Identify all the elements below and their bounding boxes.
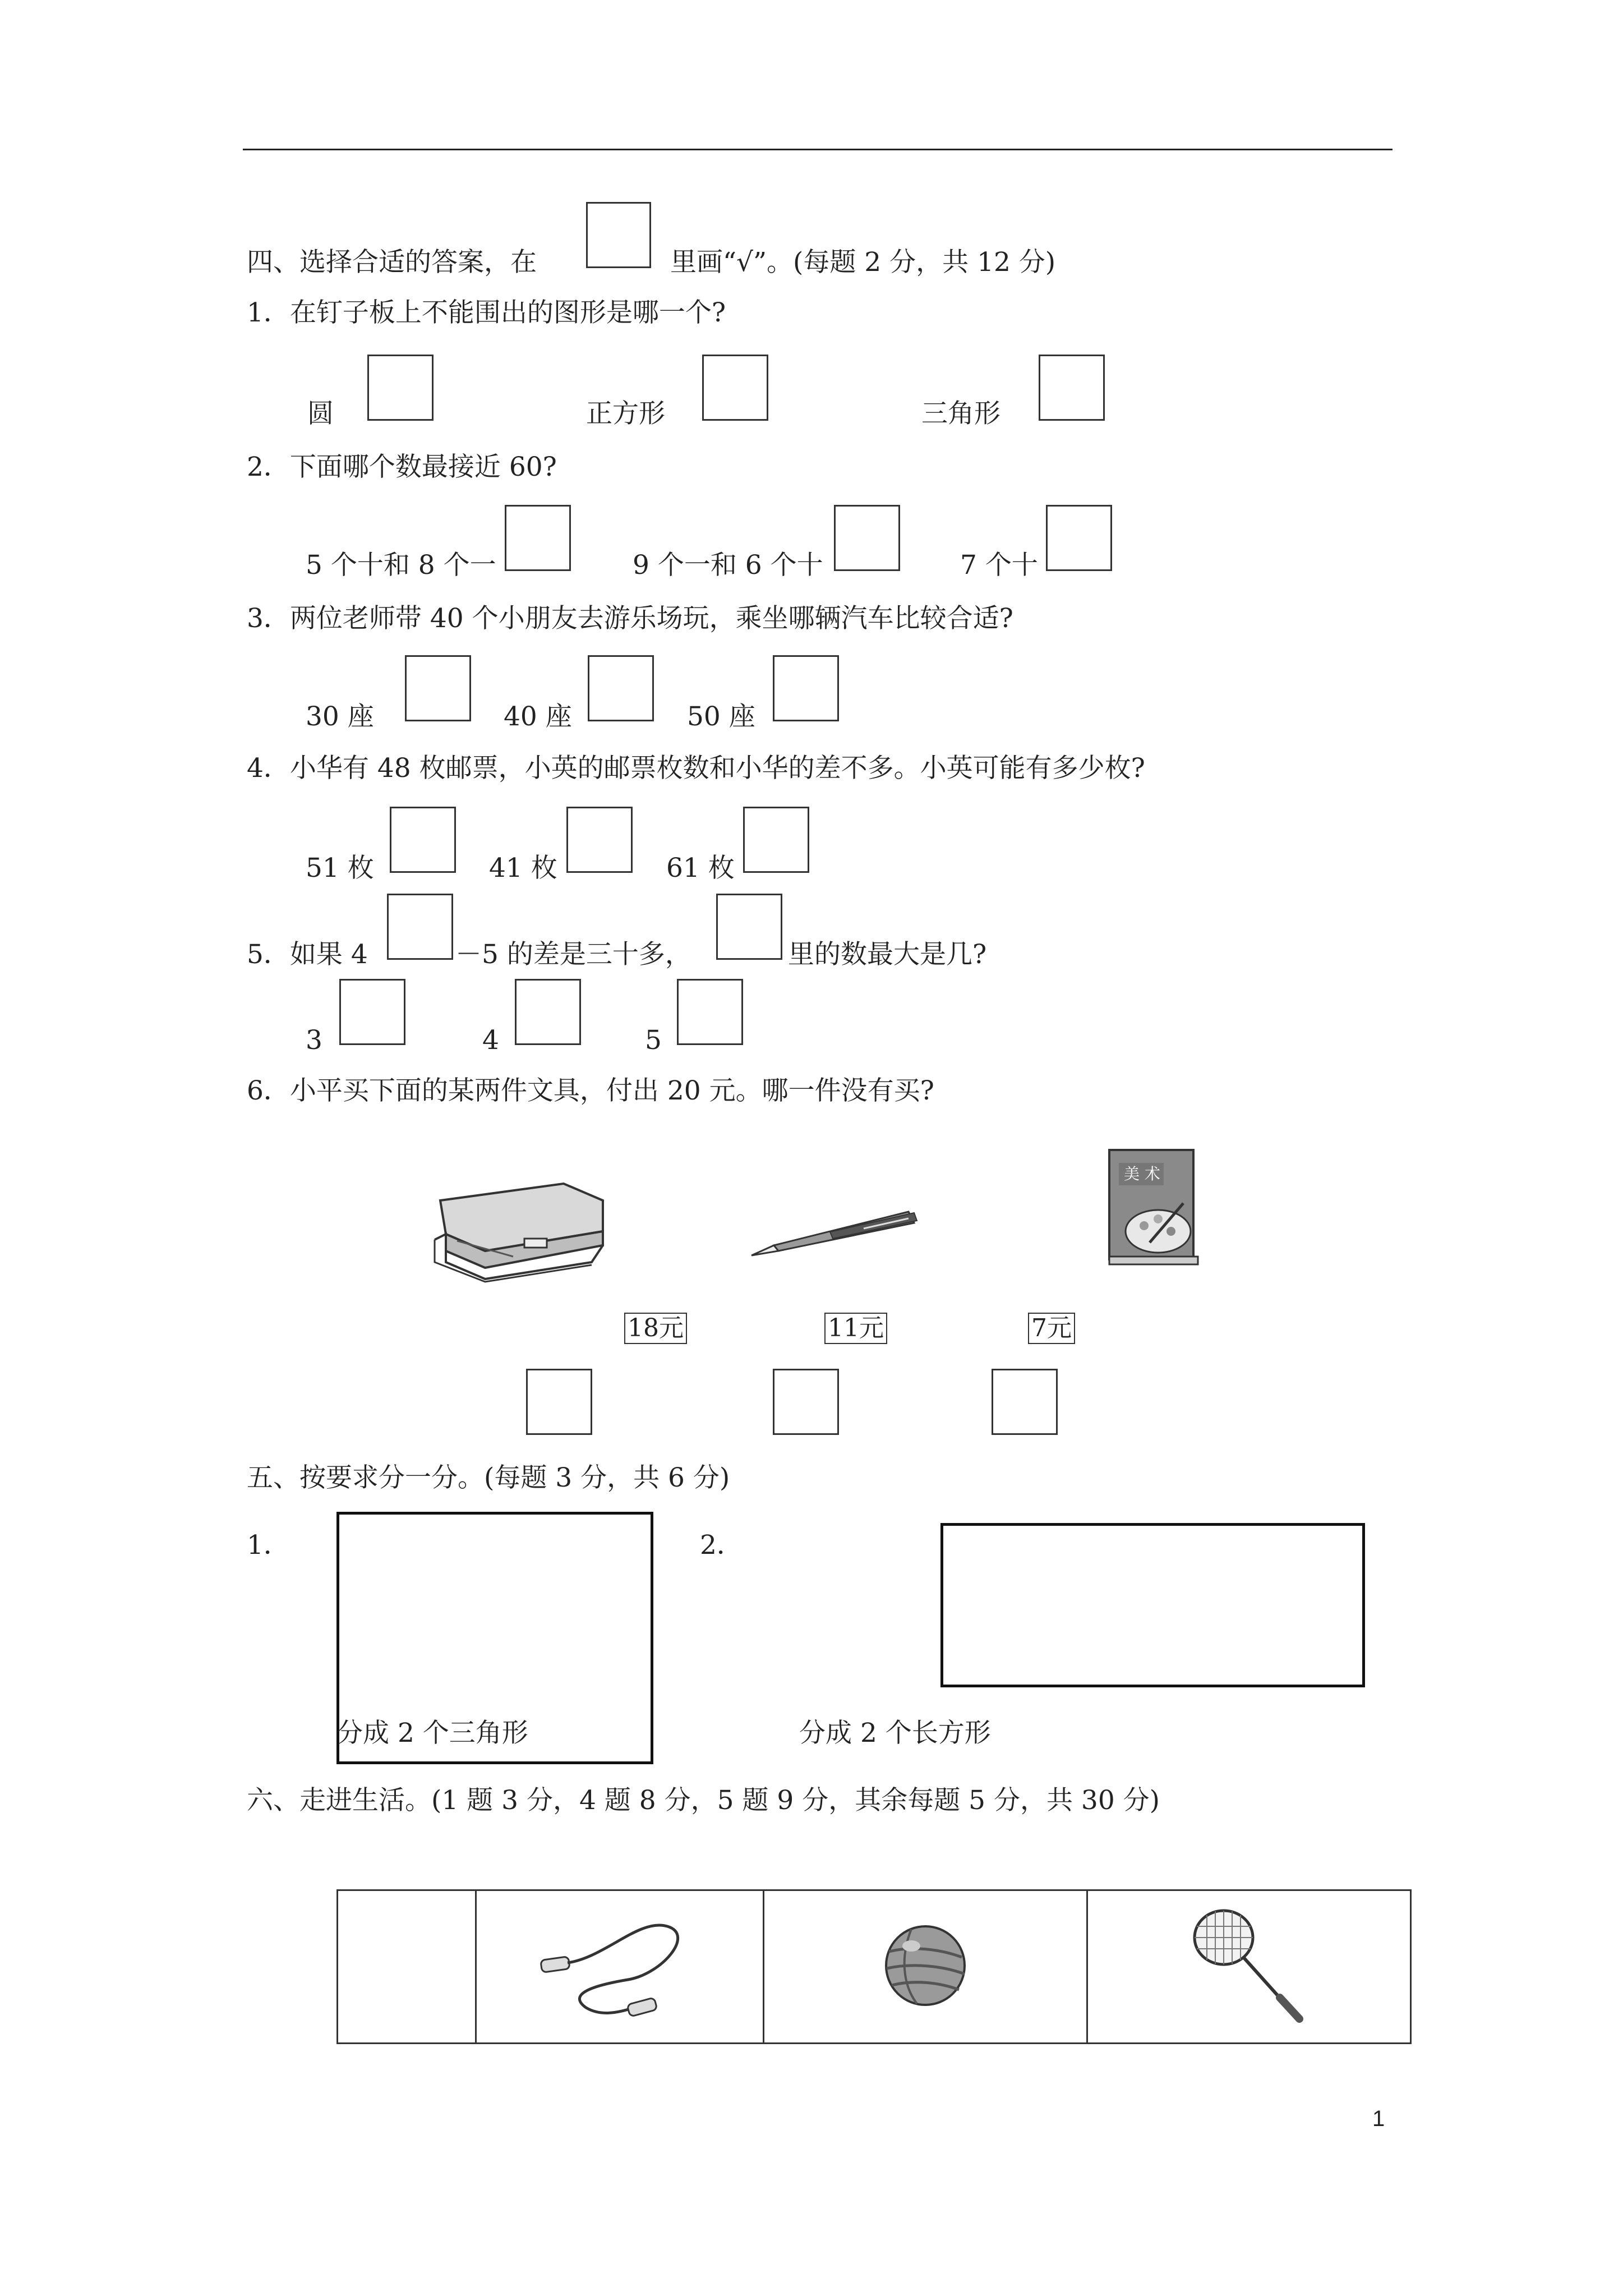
art-book-icon xyxy=(1105,1147,1200,1268)
section5-item1-label: 分成 2 个三角形 xyxy=(336,1718,528,1749)
q1-option-1-label: 圆 xyxy=(307,398,334,429)
q2-option-2-label: 9 个一和 6 个十 xyxy=(633,550,823,581)
q5-option-3-checkbox[interactable] xyxy=(677,979,743,1045)
price-pen: 11元 xyxy=(824,1313,887,1344)
page-number: 1 xyxy=(1372,2106,1385,2131)
section6-heading: 六、走进生活。(1 题 3 分，4 题 8 分，5 题 9 分，其余每题 5 分，共 30 分) xyxy=(247,1785,1160,1816)
ball-icon xyxy=(878,1918,973,2013)
section4-heading-pre: 四、选择合适的答案，在 xyxy=(247,247,537,278)
q3-option-1-label: 30 座 xyxy=(306,701,374,732)
rectangle-to-divide[interactable] xyxy=(940,1523,1365,1687)
q2-option-1-checkbox[interactable] xyxy=(505,505,571,571)
q1-option-2-label: 正方形 xyxy=(586,398,665,429)
pencil-case-icon xyxy=(423,1178,608,1285)
q6-option-1-checkbox[interactable] xyxy=(526,1369,592,1435)
sports-items-table xyxy=(336,1889,1412,2044)
q1-option-2-checkbox[interactable] xyxy=(702,355,768,421)
q4-option-3-checkbox[interactable] xyxy=(743,807,809,873)
section5-item2-label: 分成 2 个长方形 xyxy=(799,1718,991,1749)
book-title: 美 术 xyxy=(1124,1165,1160,1183)
table-cell-ball xyxy=(764,1890,1087,2044)
table-header-cell xyxy=(338,1890,476,2044)
price-pencil-case: 18元 xyxy=(624,1313,687,1344)
q4-option-1-checkbox[interactable] xyxy=(390,807,456,873)
q5-inline-box-1 xyxy=(387,894,453,960)
q6-option-2-checkbox[interactable] xyxy=(773,1369,839,1435)
question-5-part-a: 5．如果 4 xyxy=(247,939,368,970)
question-5-part-c: 里的数最大是几? xyxy=(788,939,987,970)
q2-option-2-checkbox[interactable] xyxy=(834,505,900,571)
question-6: 6．小平买下面的某两件文具，付出 20 元。哪一件没有买? xyxy=(247,1075,934,1106)
table-cell-jump-rope xyxy=(476,1890,764,2044)
table-cell-badminton-racket xyxy=(1087,1890,1411,2044)
q5-option-2-label: 4 xyxy=(482,1025,499,1056)
q3-option-2-checkbox[interactable] xyxy=(588,655,654,721)
q5-inline-box-2 xyxy=(716,894,782,960)
q4-option-2-checkbox[interactable] xyxy=(566,807,633,873)
section4-heading-post: 里画“√”。(每题 2 分，共 12 分) xyxy=(670,247,1056,278)
pen-icon xyxy=(746,1206,931,1262)
q4-option-3-label: 61 枚 xyxy=(666,853,735,884)
badminton-racket-icon xyxy=(1184,1901,1313,2030)
q4-option-1-label: 51 枚 xyxy=(306,853,374,884)
q5-option-3-label: 5 xyxy=(645,1025,662,1056)
section5-item1-number: 1． xyxy=(247,1530,290,1561)
q1-option-1-checkbox[interactable] xyxy=(367,355,434,421)
q3-option-1-checkbox[interactable] xyxy=(405,655,471,721)
question-3: 3．两位老师带 40 个小朋友去游乐场玩，乘坐哪辆汽车比较合适? xyxy=(247,603,1013,634)
question-1: 1．在钉子板上不能围出的图形是哪一个? xyxy=(247,297,726,328)
price-art-book: 7元 xyxy=(1028,1313,1075,1344)
question-2: 2．下面哪个数最接近 60? xyxy=(247,452,557,482)
q1-option-3-checkbox[interactable] xyxy=(1039,355,1105,421)
q3-option-3-checkbox[interactable] xyxy=(773,655,839,721)
q2-option-3-checkbox[interactable] xyxy=(1046,505,1112,571)
q5-option-2-checkbox[interactable] xyxy=(515,979,581,1045)
header-rule xyxy=(243,149,1393,150)
question-5-part-b: －5 的差是三十多， xyxy=(455,939,691,970)
q3-option-2-label: 40 座 xyxy=(504,701,572,732)
q5-option-1-checkbox[interactable] xyxy=(339,979,405,1045)
q6-option-3-checkbox[interactable] xyxy=(992,1369,1058,1435)
q2-option-3-label: 7 个十 xyxy=(960,550,1038,581)
q1-option-3-label: 三角形 xyxy=(921,398,1000,429)
section5-heading: 五、按要求分一分。(每题 3 分，共 6 分) xyxy=(247,1462,730,1493)
question-4: 4．小华有 48 枚邮票，小英的邮票枚数和小华的差不多。小英可能有多少枚? xyxy=(247,753,1145,784)
q3-option-3-label: 50 座 xyxy=(687,701,755,732)
q4-option-2-label: 41 枚 xyxy=(489,853,557,884)
q5-option-1-label: 3 xyxy=(306,1025,322,1056)
example-checkbox xyxy=(586,202,651,268)
jump-rope-icon xyxy=(533,1912,707,2019)
section5-item2-number: 2． xyxy=(700,1530,743,1561)
q2-option-1-label: 5 个十和 8 个一 xyxy=(306,550,496,581)
